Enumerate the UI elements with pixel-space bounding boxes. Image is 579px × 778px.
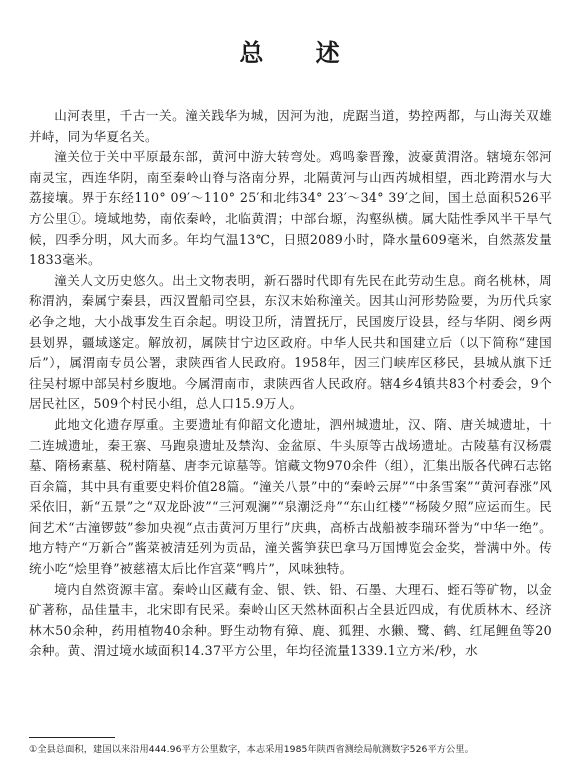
paragraph-3: 潼关人文历史悠久。出土文物表明，新石器时代即有先民在此劳动生息。商名桃林，周称渭汭，秦属宁秦县，西汉置船司空县，东汉末始称潼关。因其山河形势险要，为历代兵家必争之地，大小战事发生百余起。明设卫所，清置抚厅，民国废厅设县，经与华阴、阌乡两县划界，疆域遂定。解放初，属陕甘宁边区政府。中华人民共和国建立后（以下简称“建国后”），属渭南专员公署，隶陕西省人民政府。1958年，因三门峡库区移民，县城从旗下迁往吴村塬中部吴村乡腹地。今属渭南市，隶陕西省人民政府。辖4乡4镇共83个村委会，9个居民社区，509个村民小组，总人口15.9万人。 (29, 272, 552, 412)
paragraph-4: 此地文化遗存厚重。主要遗址有仰韶文化遗址，泗州城遗址，汉、隋、唐关城遗址，十二连城遗址，秦王寨、马跑泉遗址及禁沟、金盆原、牛头原等古战场遗址。古陵墓有汉杨震墓、隋杨素墓、税村隋墓、唐李元谅墓等。馆藏文物970余件（组），汇集出版各代碑石志铭百余篇，其中具有重要史料价值28篇。“潼关八景”中的“秦岭云屏”“中条雪案”“黄河春涨”风采依旧，新“五景”之“双龙卧波”“三河观澜”“泉潮泛舟”“东山红楼”“杨陵夕照”应运而生。民间艺术“古潼锣鼓”参加央视“点击黄河万里行”庆典，高桥古战船被李瑞环誉为“中华一绝”。地方特产“万新合”酱菜被清廷列为贡品，潼关酱笋获巴拿马万国博览会金奖，誉满中外。传统小吃“烩里脊”被慈禧太后比作宫菜“鸭片”，风味独特。 (29, 416, 552, 577)
main-text (29, 106, 552, 662)
paragraph-5: 境内自然资源丰富。秦岭山区藏有金、银、铁、铅、石墨、大理石、蛭石等矿物，以金矿著称，品佳量丰，北宋即有民采。秦岭山区天然林面积占全县近四成，有优质林木、经济林木50余种，药用植物40余种。野生动物有獐、鹿、狐狸、水獭、鹭、鹤、红尾鲤鱼等20余种。黄、渭过境水域面积14.37平方公里，年均径流量1339.1立方米/秒，水 (29, 581, 552, 659)
paragraph-1: 山河表里，千古一关。潼关践华为城，因河为池，虎踞当道，势控两都，与山海关双雄并峙，同为华夏名关。 (29, 108, 552, 144)
footnote-divider (29, 737, 115, 738)
page-title: 总 述 (239, 39, 362, 67)
paragraph-2: 潼关位于关中平原最东部，黄河中游大转弯处。鸡鸣豢晋豫，波豪黄渭洛。辖境东邻河南灵宝，西连华阴，南至秦岭山脊与洛南分界，北隔黄河与山西芮城相望，西北跨渭水与大荔接壤。界于东经110° 09′～110° 25′和北纬34° 23′～34° 39′之间，国土总面积526平方公里①。境域地势，南依秦岭，北临黄渭；中部台塬，沟壑纵横。属大陆性季风半干旱气候，四季分明，风大而多。年均气温13℃，日照2089小时，降水量609毫米，自然蒸发量1833毫米。 (29, 149, 552, 268)
footnote: ①全县总面积，建国以来沿用444.96平方公里数字，本志采用1985年陕西省测绘局航测数字526平方公里。 (29, 744, 474, 755)
